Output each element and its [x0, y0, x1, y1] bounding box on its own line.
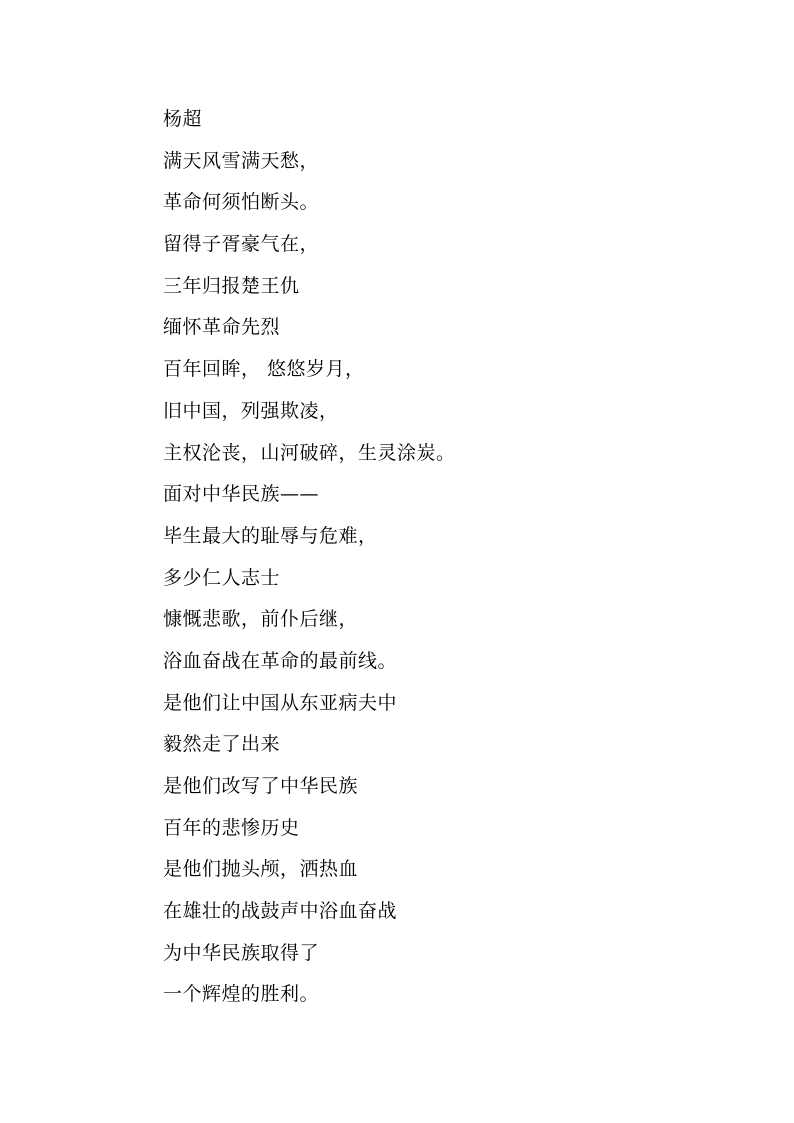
poem-line: 多少仁人志士 [163, 566, 281, 589]
poem-title: 缅怀革命先烈 [163, 316, 281, 339]
poem-line: 旧中国，列强欺凌， [163, 399, 339, 422]
poem-line: 满天风雪满天愁， [163, 149, 320, 172]
poem-line: 毕生最大的耻辱与危难， [163, 524, 378, 547]
poem-line: 革命何须怕断头。 [163, 191, 320, 214]
author-name: 杨超 [163, 108, 203, 130]
poem-line: 是他们抛头颅，洒热血 [163, 858, 359, 881]
poem-body [163, 104, 723, 1021]
poem-line: 主权沦丧，山河破碎，生灵涂炭。 [163, 441, 456, 464]
poem-line: 面对中华民族—— [163, 483, 320, 506]
poem-line: 是他们让中国从东亚病夫中 [163, 691, 398, 714]
poem-line: 浴血奋战在革命的最前线。 [163, 649, 398, 672]
poem-line: 百年的悲惨历史 [163, 816, 300, 839]
poem-line: 是他们改写了中华民族 [163, 775, 359, 797]
poem-line: 慷慨悲歌，前仆后继， [163, 608, 359, 631]
poem-line: 一个辉煌的胜利。 [163, 983, 320, 1006]
poem-line: 毅然走了出来 [163, 733, 281, 756]
poem-line: 百年回眸， 悠悠岁月， [163, 358, 365, 381]
poem-line: 在雄壮的战鼓声中浴血奋战 [163, 900, 398, 923]
poem-line: 为中华民族取得了 [163, 941, 320, 964]
poem-line: 三年归报楚王仇 [163, 274, 300, 297]
poem-line: 留得子胥豪气在， [163, 233, 320, 256]
